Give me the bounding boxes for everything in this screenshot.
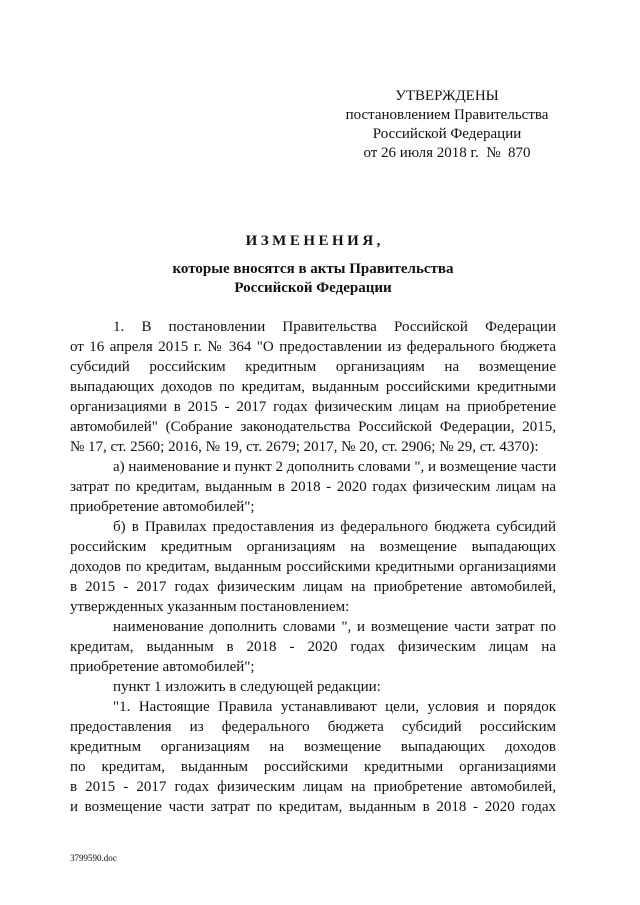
- body-line: в 2015 - 2017 годах физическим лицам на приобретение автомобилей,: [70, 579, 556, 595]
- body-line: по кредитам, выданным российскими кредитными организациями: [70, 759, 556, 775]
- body-line: наименование дополнить словами ", и возмещение части затрат по: [113, 619, 556, 635]
- document-title: ИЗМЕНЕНИЯ,: [245, 233, 384, 249]
- approval-date-number: от 26 июля 2018 г. № 870: [363, 145, 531, 161]
- body-line: в 2015 - 2017 годах физическим лицам на приобретение автомобилей,: [70, 779, 556, 795]
- document-subtitle: [70, 260, 556, 298]
- body-line: пункт 1 изложить в следующей редакции:: [113, 679, 381, 695]
- body-line: утвержденных указанным постановлением:: [70, 599, 350, 615]
- approval-heading: УТВЕРЖДЕНЫ: [395, 88, 499, 104]
- body-line: а) наименование и пункт 2 дополнить словами ", и возмещение части: [113, 459, 557, 475]
- body-line: кредитам, выданным в 2018 - 2020 годах физическим лицам на: [70, 639, 556, 655]
- paragraph-point-1-text: [70, 697, 556, 817]
- body-line: российским кредитным организациям на возмещение выпадающих: [70, 539, 556, 555]
- body-line: и возмещение части затрат по кредитам, выданным в 2018 - 2020 годах: [70, 799, 556, 815]
- paragraph-subitem-b: [70, 517, 556, 617]
- body-line: 1. В постановлении Правительства Российской Федерации: [113, 319, 556, 335]
- paragraph-name-amendment: [70, 617, 556, 677]
- body-line: "1. Настоящие Правила устанавливают цели, условия и порядок: [113, 699, 556, 715]
- body-line: приобретение автомобилей";: [70, 659, 255, 675]
- body-line: затрат по кредитам, выданным в 2018 - 2020 годах физическим лицам на: [70, 479, 556, 495]
- body-line: организациями в 2015 - 2017 годах физическим лицам на приобретение: [70, 399, 556, 415]
- paragraph-subitem-a: [70, 457, 556, 517]
- body-line: б) в Правилах предоставления из федерального бюджета субсидий: [113, 519, 556, 535]
- approval-line: постановлением Правительства: [345, 107, 549, 123]
- paragraph-point-1-intro: [70, 677, 556, 697]
- body-line: № 17, ст. 2560; 2016, № 19, ст. 2679; 2017, № 20, ст. 2906; № 29, ст. 4370):: [70, 439, 539, 455]
- body-line: выпадающих доходов по кредитам, выданным российскими кредитными: [70, 379, 556, 395]
- body-line: автомобилей" (Собрание законодательства Российской Федерации, 2015,: [70, 419, 556, 435]
- subtitle-line: которые вносятся в акты Правительства: [172, 260, 454, 277]
- body-line: приобретение автомобилей";: [70, 499, 255, 515]
- approval-line: Российской Федерации: [372, 126, 522, 142]
- body-line: субсидий российским кредитным организациям на возмещение: [70, 359, 556, 375]
- body-line: доходов по кредитам, выданным российскими кредитными организациями: [70, 559, 556, 575]
- body-line: от 16 апреля 2015 г. № 364 "О предоставлении из федерального бюджета: [70, 339, 556, 355]
- footer-filename: 3799590.doc: [70, 853, 117, 863]
- paragraph-item-1: [70, 317, 556, 457]
- body-line: кредитным организациям на возмещение выпадающих доходов: [70, 739, 556, 755]
- body-line: предоставления из федерального бюджета субсидий российским: [70, 719, 556, 735]
- document-body: [70, 317, 556, 817]
- subtitle-line: Российской Федерации: [234, 279, 392, 296]
- approval-block: [337, 87, 557, 163]
